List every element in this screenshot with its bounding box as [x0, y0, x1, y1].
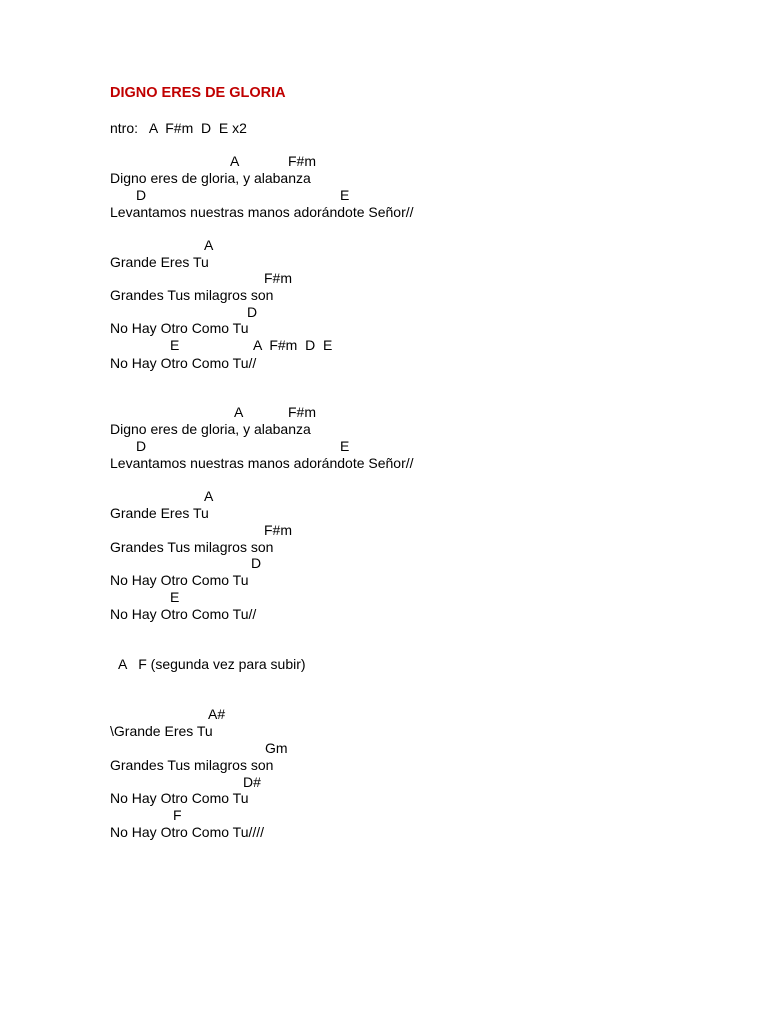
lyric-line: No Hay Otro Como Tu — [110, 572, 249, 588]
chord: F — [173, 807, 182, 823]
lyric-line: No Hay Otro Como Tu — [110, 790, 249, 806]
lyric-line: Grande Eres Tu — [110, 254, 209, 270]
lyric-line: Levantamos nuestras manos adorándote Señor// — [110, 455, 414, 471]
chord: D — [136, 187, 147, 203]
chord: F#m — [264, 270, 292, 286]
modulation-note: A F (segunda vez para subir) — [118, 656, 306, 672]
lyric-line: Grande Eres Tu — [110, 505, 209, 521]
chord: E — [170, 337, 180, 353]
lyric-line: No Hay Otro Como Tu//// — [110, 824, 265, 840]
chord: D — [251, 555, 262, 571]
lyric-line: Levantamos nuestras manos adorándote Señor// — [110, 204, 414, 220]
chord: A F#m D E — [253, 337, 333, 353]
chord: D — [247, 304, 258, 320]
chord: E — [170, 589, 180, 605]
chord: Gm — [265, 740, 288, 756]
chord: A# — [208, 706, 226, 722]
chord: A — [204, 488, 214, 504]
lyric-line: \Grande Eres Tu — [110, 723, 213, 739]
lyric-line: Digno eres de gloria, y alabanza — [110, 170, 311, 186]
chord: D — [136, 438, 147, 454]
chord: A — [230, 153, 240, 169]
lyric-line: No Hay Otro Como Tu — [110, 320, 249, 336]
song-title: DIGNO ERES DE GLORIA — [110, 85, 286, 101]
lyric-line: No Hay Otro Como Tu// — [110, 606, 257, 622]
chord: F#m — [288, 153, 316, 169]
chord: E — [340, 187, 350, 203]
lyric-line: Grandes Tus milagros son — [110, 539, 274, 555]
chord: D# — [243, 774, 261, 790]
chord: F#m — [264, 522, 292, 538]
lyric-line: Grandes Tus milagros son — [110, 287, 274, 303]
lyric-line: Grandes Tus milagros son — [110, 757, 274, 773]
chord: A — [204, 237, 214, 253]
chord: F#m — [288, 404, 316, 420]
intro-line: ntro: A F#m D E x2 — [110, 120, 247, 136]
chord: E — [340, 438, 350, 454]
lyric-line: No Hay Otro Como Tu// — [110, 355, 257, 371]
chord: A — [234, 404, 244, 420]
lyric-line: Digno eres de gloria, y alabanza — [110, 421, 311, 437]
